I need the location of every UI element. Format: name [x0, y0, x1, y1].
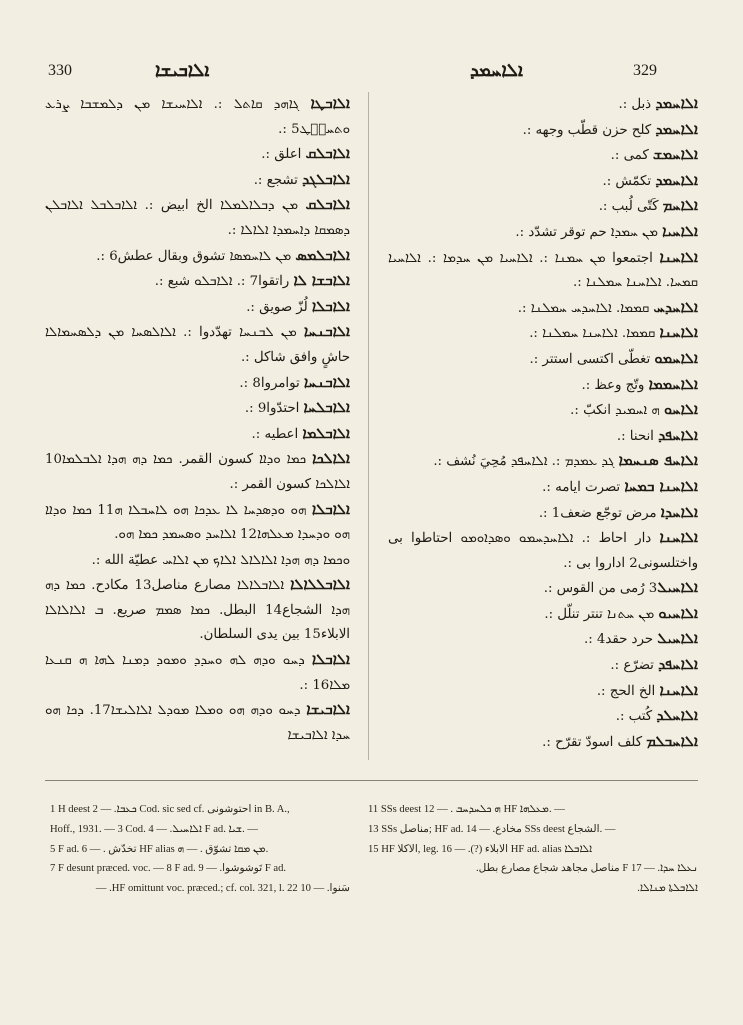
entry-gloss: ܐܠܐܒܠܐܠܐ مصارع مناصل13 مكادح. ܟܡܐ ܕܗ ܗܕܐ الشجاع14 البطل. ܟܡܐ ܣܡܡ صريع. ܒ ܐܠܐܠܐܠܐ الابلاء15 بين يدى السلطان. [45, 578, 350, 643]
dictionary-entry [45, 648, 350, 698]
entry-headword: ܐܠܐܚܦ ܣܢܚܡܐ [618, 452, 698, 470]
entry-headword: ܐܠܐܚܡܕ [655, 120, 698, 138]
footnote-line: 13 SSs مناصل; HF ad. مخادع. — 14 SSs deest الشجاع. — [368, 823, 616, 835]
dictionary-entry [388, 169, 698, 195]
entry-gloss: كَتّى لُبب :. [598, 199, 663, 215]
dictionary-entry [45, 320, 350, 370]
dictionary-entry [388, 143, 698, 169]
footnote-rule [45, 780, 698, 781]
entry-headword: ܐܠܐܚܝܠ [657, 630, 698, 648]
dictionary-entry [388, 194, 698, 220]
dictionary-entry [388, 92, 698, 118]
dictionary-entry [45, 698, 350, 748]
footnote-line: Hoff., 1931. — 3 Cod. ܐܠܐܚܝܠ. — 4 F ad. ܫܝܐ. — [50, 823, 258, 835]
entry-headword: ܐܠܐܚܡ [662, 197, 698, 215]
entry-gloss: ܗ ܐܚܡܝܕ انكبّ :. [570, 403, 664, 419]
entry-gloss: تشجع :. [253, 172, 303, 188]
entry-headword: ܐܠܐܚܝܐ [662, 222, 698, 240]
entry-gloss: ܗܘ ܘܕܣܕܚܐ ܠܐ ܥܕܟܐ ܗܘ ܠܐܚܒܠܐ ܗ11 ܟܡܐ ܘܕܐܐ ܗܘ ܘܕܚܕܐ ܡܥܠܗܐ12 ܐܠܐܚܕ ܘܣܚܡܕ ܟܡܐ ܗܘ. [45, 502, 350, 543]
entry-gloss: ܡܢ ܚܡܕܐ حم توقر تشدّد :. [515, 224, 663, 240]
footnote-line: 7 F desunt præced. voc. — 8 F ad. تَوشوشوا. — 9 F ad. [50, 863, 287, 875]
dictionary-entry [388, 679, 698, 705]
running-head-right: ܐܠܐܚܡܕ [470, 60, 523, 81]
entry-headword: ܐܠܐܚܢܐ ܒܡܚܐ [624, 477, 698, 495]
dictionary-entry [388, 373, 698, 399]
entry-headword: ܐܠܐܚܡܕ [655, 95, 698, 112]
left-column [45, 92, 350, 748]
entry-gloss: دار احاط :. ܐܠܐܚܕܚܡܘ ܘܣܕܐܘܡܘ احتاطوا بى واختلسونى2 اداروا بى :. [388, 531, 698, 571]
entry-headword: ܐܠܐܠܟܐ [312, 450, 350, 468]
dictionary-entry [45, 396, 350, 422]
dictionary-entry [45, 295, 350, 321]
entry-headword: ܐܠܐܚܝܘ [658, 604, 698, 622]
entry-headword: ܐܠܐܚܢܐ [659, 681, 698, 699]
entry-headword: ܐܠܐܒܠܐ [311, 297, 350, 315]
entry-headword: ܐܠܐܒܢܚܐ [303, 373, 350, 391]
dictionary-entry [45, 573, 350, 648]
entry-gloss: تكمّش :. [602, 173, 656, 189]
entry-headword: ܐܠܐܒܠܚܐ [303, 399, 350, 417]
entry-gloss: مرض توجّع ضعف1 :. [538, 505, 661, 521]
entry-headword: ܐܠܐܚܘ [663, 401, 698, 419]
entry-gloss: كُتب :. [615, 709, 657, 725]
entry-gloss: تصرت ايامه :. [542, 479, 625, 495]
entry-headword: ܐܠܐܒܫܐ ܠܐ [293, 272, 350, 290]
entry-gloss: كلف اسودّ تقرّح :. [542, 734, 647, 750]
dictionary-entry [45, 142, 350, 168]
entry-headword: ܐܠܐܚܝܠ [657, 579, 698, 597]
entry-headword: ܐܠܐܒܠܓܕ [302, 170, 350, 188]
dictionary-entry [388, 501, 698, 527]
dictionary-entry [388, 730, 698, 756]
footnote-line: ܐܠܐܒܠܬܐ ܡܢܐܠܐ. [637, 883, 698, 895]
footnote-line: 15 HF الاكلا, leg. الابلاء (?). — 16 HF ad. alias ܐܠܐܒܠܐ [368, 843, 593, 855]
entry-gloss: ܡܢ ܠܒܢܚܐ تهدّدوا :. ܐܠܐܠܣܚܐ ܡܢ ܕܠܣܚܡܐܠܐ حاشٍ وافق شاكل :. [45, 325, 350, 365]
entry-gloss: احتدّوا9 :. [244, 401, 304, 417]
dictionary-entry [388, 118, 698, 144]
entry-gloss: اعلق :. [261, 147, 306, 163]
entry-headword: ܐܠܐܚܡܘ [654, 349, 698, 367]
entry-gloss: ܡܢ ܚܬܢܐ تنتر تنلّل :. [544, 606, 659, 622]
entry-gloss: الخ الحج :. [596, 683, 660, 699]
page-number-right: 329 [633, 62, 657, 79]
dictionary-entry [388, 627, 698, 653]
dictionary-entry [45, 269, 350, 295]
entry-headword: ܐܠܐܒܠܐ [311, 500, 350, 518]
footnote-line: 1 H deest ܟܥܒܐ. — 2 Cod. sic sed cf. احتوشونى in B. A., [50, 804, 290, 815]
footnote-line: 11 SSs deest ܗ ܟܠܚܕܚܒ . — 12 HF ܡܥܠܗܐ. — [368, 804, 565, 815]
entry-headword: ܐܠܐܚܕܐ [660, 503, 698, 521]
entry-headword: ܐܠܐܚܢܐ [659, 529, 698, 547]
running-head-left: ܐܠܐܒܝܫܐ [155, 60, 210, 81]
dictionary-entry [45, 371, 350, 397]
dictionary-entry [45, 498, 350, 548]
entry-headword: ܐܠܐܒܠܠܐܠܐ [290, 576, 350, 594]
entry-gloss: كلح حزن قطّب وجهه :. [522, 122, 656, 138]
entry-headword: ܐܠܐܚܡܡܐ [648, 375, 698, 393]
entry-gloss: اجتمعوا ܡܢ ܚܡܢܐ :. ܐܠܐܚܝܐ ܡܢ ܚܕܡܐ :. ܐܠܐܚܝܐ ܩܡܚܐ. ܐܠܐܚܢܐ ܚܡܠܢܐ :. [388, 250, 698, 291]
entry-gloss: انحنا :. [616, 428, 659, 444]
dictionary-entry [388, 424, 698, 450]
entry-headword: ܐܠܐܒܠܡܐ [302, 424, 350, 442]
entry-headword: ܐܠܐܚܢܐ [659, 324, 698, 342]
dictionary-entry [388, 653, 698, 679]
dictionary-entry [45, 193, 350, 243]
dictionary-entry [388, 526, 698, 576]
dictionary-entry [388, 220, 698, 246]
dictionary-entry [388, 475, 698, 501]
entry-gloss: ܩܡܡܐ. ܐܠܐܚܕܚ ܚܡܠܢܐ :. [517, 300, 654, 316]
dictionary-entry [45, 92, 350, 142]
entry-headword: ܐܠܐܚܦܕ [658, 656, 698, 674]
dictionary-entry [388, 602, 698, 628]
footnote-line: ܢܥܠܐ ܚܕܐ. — 17 F مناصل مجاهد شجاع مصارع بطل. [476, 863, 698, 875]
right-column [388, 92, 698, 755]
entry-gloss: حرد حقد4 :. [583, 632, 658, 648]
entry-gloss: ܕܚܘ ܘܕܗ ܗܘ ܘܡܠܐ ܡܘܕܠ ܐܠܐܠܝܫܐ17. ܕܟܐ ܗܘ ܚܕܐ ܐܠܐܒܝܫܐ [45, 703, 350, 743]
entry-headword: ܐܠܐܚܢܐ [659, 248, 698, 266]
dictionary-entry [45, 548, 350, 574]
footnotes-left [50, 800, 350, 899]
dictionary-entry [45, 447, 350, 497]
entry-headword: ܐܠܐܚܒܠܡ [646, 732, 698, 750]
entry-headword: ܐܠܐܒܠܡܣ [295, 246, 350, 264]
entry-gloss: ܡܢ ܠܐܚܡܣܐ تشوق وبقال عطش6 :. [96, 248, 296, 264]
dictionary-entry [45, 168, 350, 194]
column-divider [368, 92, 369, 760]
entry-gloss: تضرّع :. [610, 658, 659, 674]
entry-gloss: ذبل :. [618, 97, 656, 112]
entry-gloss: ܘܟܡܐ ܕܗ ܗܕܐ ܐܠܐܠܐܠ ܐܠܐܟ ܡܢ ܐܠܐܚ عطيّة الله :. [91, 552, 350, 568]
entry-headword: ܐܠܐܒܢܚܐ [303, 323, 350, 341]
entry-gloss: وتّج وعظ :. [581, 377, 649, 393]
entry-gloss: ܓܕ ܥܡܕܡ :. ܐܠܐܚܦܕ مُحِيَ نُشف :. [433, 454, 619, 470]
dictionary-entry [388, 576, 698, 602]
entry-headword: ܐܠܐܚܡܫ [652, 146, 698, 164]
dictionary-entry [388, 321, 698, 347]
dictionary-entry [388, 296, 698, 322]
entry-headword: ܐܠܐܒܠܩ [305, 145, 350, 163]
entry-gloss: ܓܐܗܕ ܩܐܬܠ :. ܐܠܐܚܝܫܐ ܡܢ ܕܠܡܫܒܐ ܨܪܥ ܘܬܚܒّܛ5 :. [45, 97, 350, 137]
entry-gloss: اعطيه :. [251, 426, 303, 442]
entry-gloss: 3 رُمى من القوس :. [543, 581, 658, 597]
dictionary-entry [388, 398, 698, 424]
entry-headword: ܐܠܐܒܠܐ [311, 651, 350, 669]
dictionary-entry [388, 347, 698, 373]
entry-headword: ܐܠܐܚܦܕ [658, 426, 698, 444]
page-number-left: 330 [48, 62, 72, 79]
entry-gloss: ܩܡܡܐ. ܐܠܐܚܢܐ ܚܡܠܢܐ :. [529, 326, 660, 342]
entry-gloss: تغطّى اكتسى استتر :. [529, 351, 655, 367]
entry-headword: ܐܠܐܒܠܩ [305, 196, 350, 214]
entry-gloss: ܡܢ ܕܒܠܐܠܡܠܐ الخ ابيض :. ܐܠܐܒܠܒܠ ܐܠܐܒܠܢ ܕܣܡܩܐ ܕܐܚܡܕܐ ܐܠܐܠܐ :. [45, 198, 350, 238]
entry-gloss: راتقوا7 :. ܐܠܐܒܠܘ شبع :. [154, 274, 294, 290]
dictionary-entry [45, 244, 350, 270]
entry-headword: ܐܠܐܚܕܚ [653, 298, 698, 316]
footnotes-right [368, 800, 698, 899]
footnote-line: سَنوا. — 10 HF omittunt voc. præced.; cf. col. 321, l. 22. — [95, 883, 350, 895]
dictionary-entry [388, 246, 698, 296]
entry-gloss: لُزّ صويق :. [246, 299, 312, 315]
dictionary-entry [45, 422, 350, 448]
entry-gloss: ܕܚܘ ܘܕܗ ܠܗ ܘܚܕܕ ܘܡܘܕ ܕܡܢܐ ܠܗܐ ܗ ܩܢܥܐ ܡܠܐ16 :. [45, 653, 350, 693]
entry-gloss: ܟܡܐ ܘܕܐܐ كسون القمر. ܟܡܐ ܕܗ ܗܕܐ ܐܠܒܠܡܐ10 ܐܠܐܠܟܐ كسون القمر :. [45, 452, 350, 492]
entry-gloss: كمى :. [610, 148, 653, 164]
entry-headword: ܐܠܐܚܡܕ [655, 171, 698, 189]
entry-headword: ܐܠܐܒܝܫܐ [306, 701, 350, 719]
entry-headword: ܐܠܐܒܛܐ [310, 95, 350, 112]
dictionary-entry [388, 449, 698, 475]
entry-gloss: توامروا8 :. [239, 375, 304, 391]
dictionary-entry [388, 704, 698, 730]
footnote-line: 5 F ad. تخدّش . — 6 HF alias ܡܢ ܡܩܐ تشوّق . — ܗ. [50, 843, 269, 855]
entry-headword: ܐܠܐܚܠܕ [656, 707, 698, 725]
